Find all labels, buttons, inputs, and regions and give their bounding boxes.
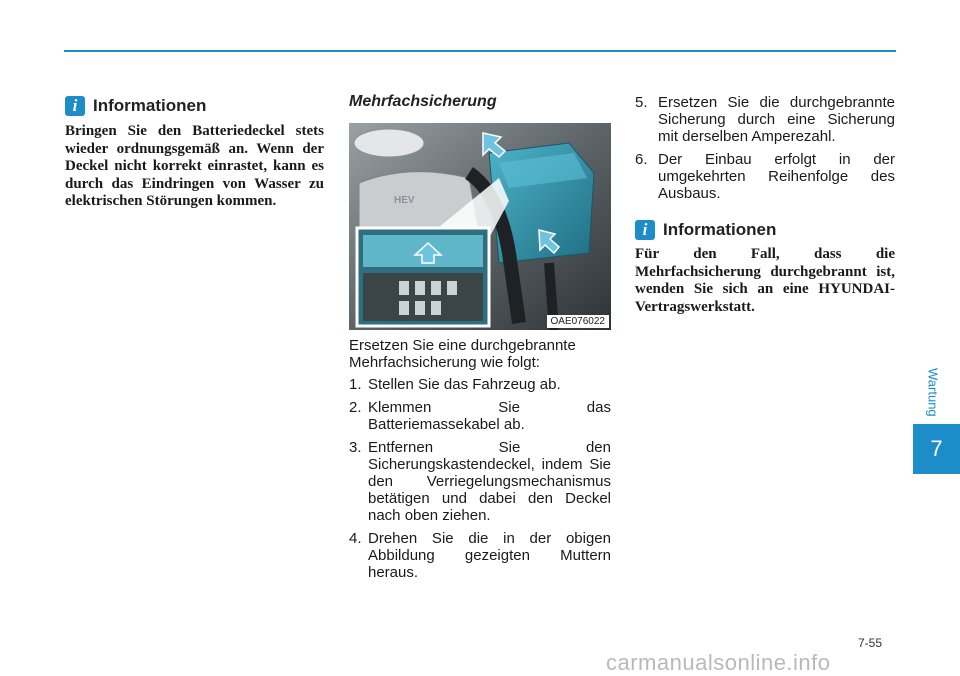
step-text: Ersetzen Sie die durchgebrannte Sicherung durch eine Sicherung mit derselben Amperezahl. — [658, 94, 895, 145]
step-number: 1. — [349, 376, 362, 393]
step-number: 3. — [349, 439, 362, 456]
info-icon: i — [635, 220, 655, 240]
info-title: Informationen — [93, 96, 207, 115]
info-text: Für den Fall, dass die Mehrfachsicherung durchgebrannt ist, wenden Sie sich an eine HYUNDAI-Vertragswerkstatt. — [635, 246, 895, 315]
step-text: Stellen Sie das Fahrzeug ab. — [368, 376, 561, 393]
step-text: Drehen Sie die in der obigen Abbildung gezeigten Muttern heraus. — [368, 530, 611, 581]
step-number: 6. — [635, 151, 648, 168]
list-item — [349, 376, 611, 393]
step-text: Klemmen Sie das Batteriemassekabel ab. — [368, 399, 611, 433]
step-list-middle — [349, 376, 611, 587]
list-item — [635, 94, 895, 145]
step-number: 5. — [635, 94, 648, 111]
page-number: 7-55 — [858, 636, 883, 650]
step-number: 4. — [349, 530, 362, 547]
info-title: Informationen — [663, 220, 777, 239]
top-rule — [64, 50, 896, 52]
step-text: Entfernen Sie den Sicherungskastendeckel, indem Sie den Verriegelungsmechanismus betätigen und dabei den Deckel nach oben ziehen. — [368, 439, 611, 524]
step-list-right — [635, 94, 895, 208]
list-item — [349, 439, 611, 524]
list-item — [635, 151, 895, 202]
info-header-left — [65, 96, 206, 116]
engine-cover-label: HEV — [394, 195, 415, 206]
chapter-label: Wartung — [925, 368, 941, 417]
chapter-tab: 7 — [913, 424, 960, 474]
list-item — [349, 530, 611, 581]
watermark-text: carmanualsonline.info — [606, 650, 831, 675]
image-code: OAE076022 — [547, 315, 610, 328]
info-text: Bringen Sie den Batteriedeckel stets wieder ordnungsgemäß an. Wenn der Deckel nicht korrekt einrastet, kann es durch das Eindringen von Wasser zu elektrischen Störungen kommen. — [65, 123, 324, 209]
info-header-right — [635, 220, 776, 240]
section-title: Mehrfachsicherung — [349, 93, 497, 110]
step-text: Der Einbau erfolgt in der umgekehrten Reihenfolge des Ausbaus. — [658, 151, 895, 202]
list-item — [349, 399, 611, 433]
info-icon: i — [65, 96, 85, 116]
intro-text: Ersetzen Sie eine durchgebrannte Mehrfachsicherung wie folgt: — [349, 337, 576, 371]
engine-bay-photo — [349, 123, 611, 330]
step-number: 2. — [349, 399, 362, 416]
